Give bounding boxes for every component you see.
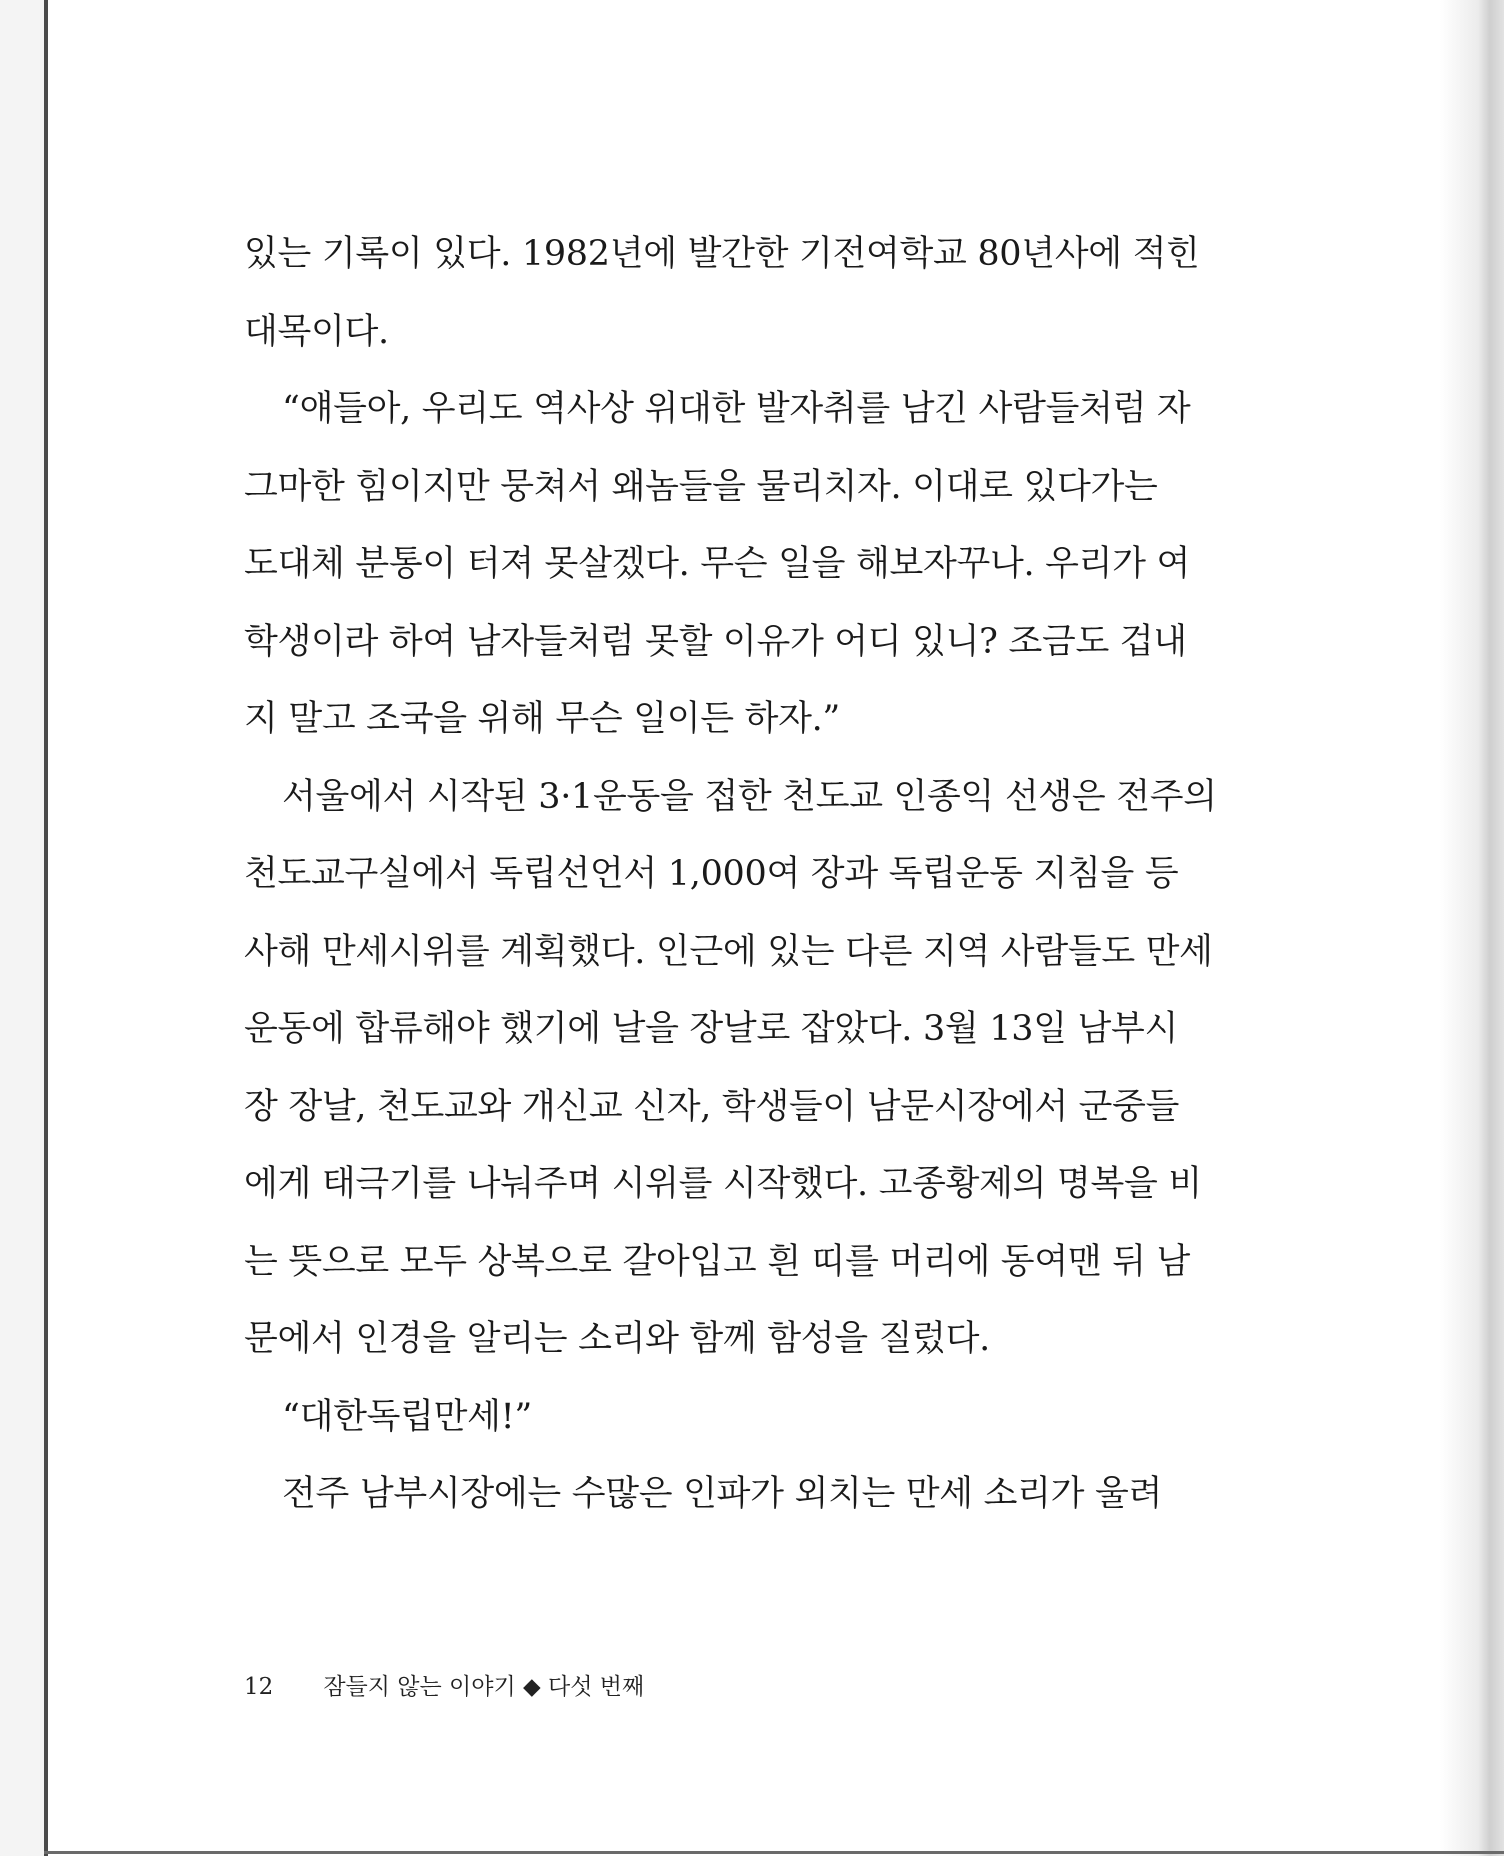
text-line: 문에서 인경을 알리는 소리와 함께 함성을 질렀다.: [244, 1319, 990, 1359]
page-left-edge: [44, 0, 48, 1856]
text-line: 대목이다.: [244, 311, 389, 352]
text-line: 지 말고 조국을 위해 무슨 일이든 하자.”: [244, 699, 841, 739]
text-line: 도대체 분통이 터져 못살겠다. 무슨 일을 해보자꾸나. 우리가 여: [244, 544, 1191, 584]
text-line: 운동에 합류해야 했기에 날을 장날로 잡았다. 3월 13일 남부시: [244, 1009, 1179, 1049]
page-bottom-edge: [44, 1851, 1504, 1854]
text-line: 학생이라 하여 남자들처럼 못할 이유가 어디 있니? 조금도 겁내: [244, 621, 1187, 662]
page-footer: [244, 1668, 644, 1701]
text-line: 사해 만세시위를 계획했다. 인근에 있는 다른 지역 사람들도 만세: [244, 931, 1213, 972]
text-line: 는 뜻으로 모두 상복으로 갈아입고 흰 띠를 머리에 동여맨 뒤 남: [244, 1241, 1191, 1282]
text-line: “얘들아, 우리도 역사상 위대한 발자취를 남긴 사람들처럼 자: [282, 389, 1191, 429]
body-text: [244, 222, 1217, 1540]
text-line: 그마한 힘이지만 뭉쳐서 왜놈들을 물리치자. 이대로 있다가는: [244, 466, 1158, 507]
text-line: 서울에서 시작된 3·1운동을 접한 천도교 인종익 선생은 전주의: [282, 776, 1217, 817]
running-title: 잠들지 않는 이야기 ◆ 다섯 번째: [323, 1674, 645, 1700]
text-line: 천도교구실에서 독립선언서 1,000여 장과 독립운동 지침을 등: [244, 854, 1179, 894]
text-line: 장 장날, 천도교와 개신교 신자, 학생들이 남문시장에서 군중들: [244, 1086, 1180, 1127]
page-number: 12: [244, 1674, 274, 1700]
text-line: 있는 기록이 있다. 1982년에 발간한 기전여학교 80년사에 적힌: [244, 234, 1200, 274]
text-line: 전주 남부시장에는 수많은 인파가 외치는 만세 소리가 울려: [282, 1474, 1163, 1514]
text-line: 에게 태극기를 나눠주며 시위를 시작했다. 고종황제의 명복을 비: [244, 1164, 1202, 1204]
page-left-margin-shade: [0, 0, 44, 1856]
text-line: “대한독립만세!”: [282, 1396, 533, 1437]
